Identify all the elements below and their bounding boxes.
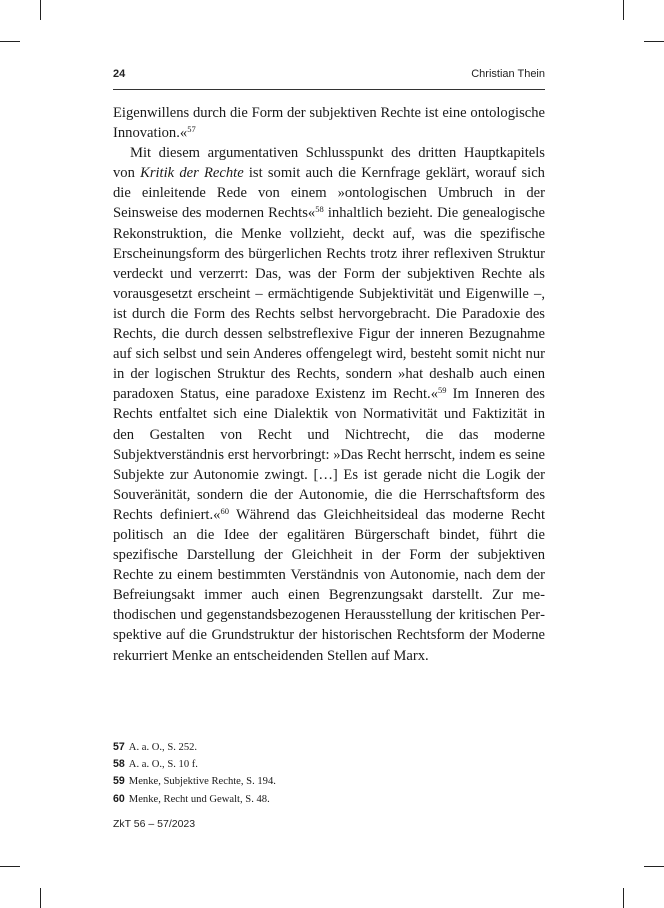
paragraph-text: Während das Gleichheitsideal das moderne Recht politisch an die Idee der egalitären Bürgerschaft bindet, führt die spezifische Darstellung der Gleichheit in der Form der subjektiven Rechte zu einem bestimmten Verständnis von Autonomie, nach dem der Befreiungsakt immer auch einen Begrenzungsakt darstellt. Zur methodischen und gegenstandsbezogenen Herausstellung der kritischen Perspektive auf die Grundstruktur der historischen Rechtsform der Moderne rekurriert Menke an entscheidenden Stellen auf Marx.: [113, 506, 545, 664]
crop-mark: [0, 41, 20, 42]
footnote-ref: 57: [187, 124, 196, 135]
body-text: [113, 103, 545, 666]
footnotes: [113, 739, 545, 808]
footnote-ref: 60: [220, 505, 229, 516]
crop-mark: [623, 888, 624, 908]
crop-mark: [40, 888, 41, 908]
footnote-number: 60: [113, 792, 125, 805]
footnote-text: Menke, Subjektive Rechte, S. 194.: [128, 776, 276, 788]
paragraph-text: Eigenwillens durch die Form der subjektiven Rechte ist eine ontologische Innovation.«: [113, 105, 545, 142]
crop-mark: [623, 0, 624, 20]
footnote: [113, 756, 545, 773]
footnote: [113, 773, 545, 790]
running-author: Christian Thein: [471, 68, 545, 80]
footnote-text: Menke, Recht und Gewalt, S. 48.: [128, 793, 270, 805]
footnote-number: 59: [113, 775, 125, 788]
footnote: [113, 739, 545, 756]
crop-mark: [644, 866, 664, 867]
crop-mark: [40, 0, 41, 20]
paragraph-text: ist somit auch die Kernfrage geklärt, worauf sich die einleitende Rede von einem »ontologischen Umbruch in der Seinsweise des modernen Rechts«: [113, 165, 545, 222]
footnote-text: A. a. O., S. 252.: [128, 742, 198, 753]
header-rule: [113, 89, 545, 90]
footnote-ref: 58: [315, 204, 324, 215]
paragraph-text: Mit diesem argumentativen Schlusspunkt des dritten Hauptkapitels von: [113, 145, 545, 182]
footnote: [113, 791, 545, 808]
crop-mark: [0, 866, 20, 867]
footnote-number: 58: [113, 758, 125, 771]
page-number: 24: [113, 68, 126, 80]
footnote-number: 57: [113, 741, 125, 753]
crop-mark: [644, 41, 664, 42]
footnote-text: A. a. O., S. 10 f.: [128, 759, 198, 771]
footnote-ref: 59: [438, 385, 447, 396]
paragraph-text: inhaltlich bezieht. Die genealogische Rekonstruktion, die Menke vollzieht, deckt auf, was die spezifische Erscheinungsform des bürgerlichen Rechts trotz ihrer reflexiven Struktur verdeckt und verzerrt: Das, was der Form der subjektiven Rechte als vorausgesetzt erscheint – ermächtigende Subjektivität und Eigenwille –, ist durch die Form des Rechts selbst hervorgebracht. Die Paradoxie des Rechts, die durch dessen selbstreflexive Figur der inneren Bezugnahme auf sich selbst und sein Anderes offengelegt wird, besteht somit nicht nur in der logischen Struktur des Rechts, sondern »hat deshalb auch einen paradoxen Status, eine paradoxe Existenz im Recht.«: [113, 205, 545, 403]
journal-footer: ZkT 56 – 57/2023: [113, 818, 196, 830]
paragraph-2: [113, 143, 545, 665]
running-header: [113, 68, 545, 86]
book-title: Kritik der Rechte: [140, 165, 244, 182]
paragraph-text: Im Inneren des Rechts entfaltet sich eine Dialektik von Normativität und Faktizität in den Gestalten von Recht und Nichtrecht, die das moderne Subjektverständnis erst hervorbringt: »Das Recht herrscht, indem es seine Subjekte zur Autonomie zwingt. […] Es ist gerade nicht die Logik der Souveränität, sondern die der Autonomie, die die Herrschaftsform des Rechts definiert.«: [113, 386, 545, 523]
paragraph-1: [113, 103, 545, 143]
